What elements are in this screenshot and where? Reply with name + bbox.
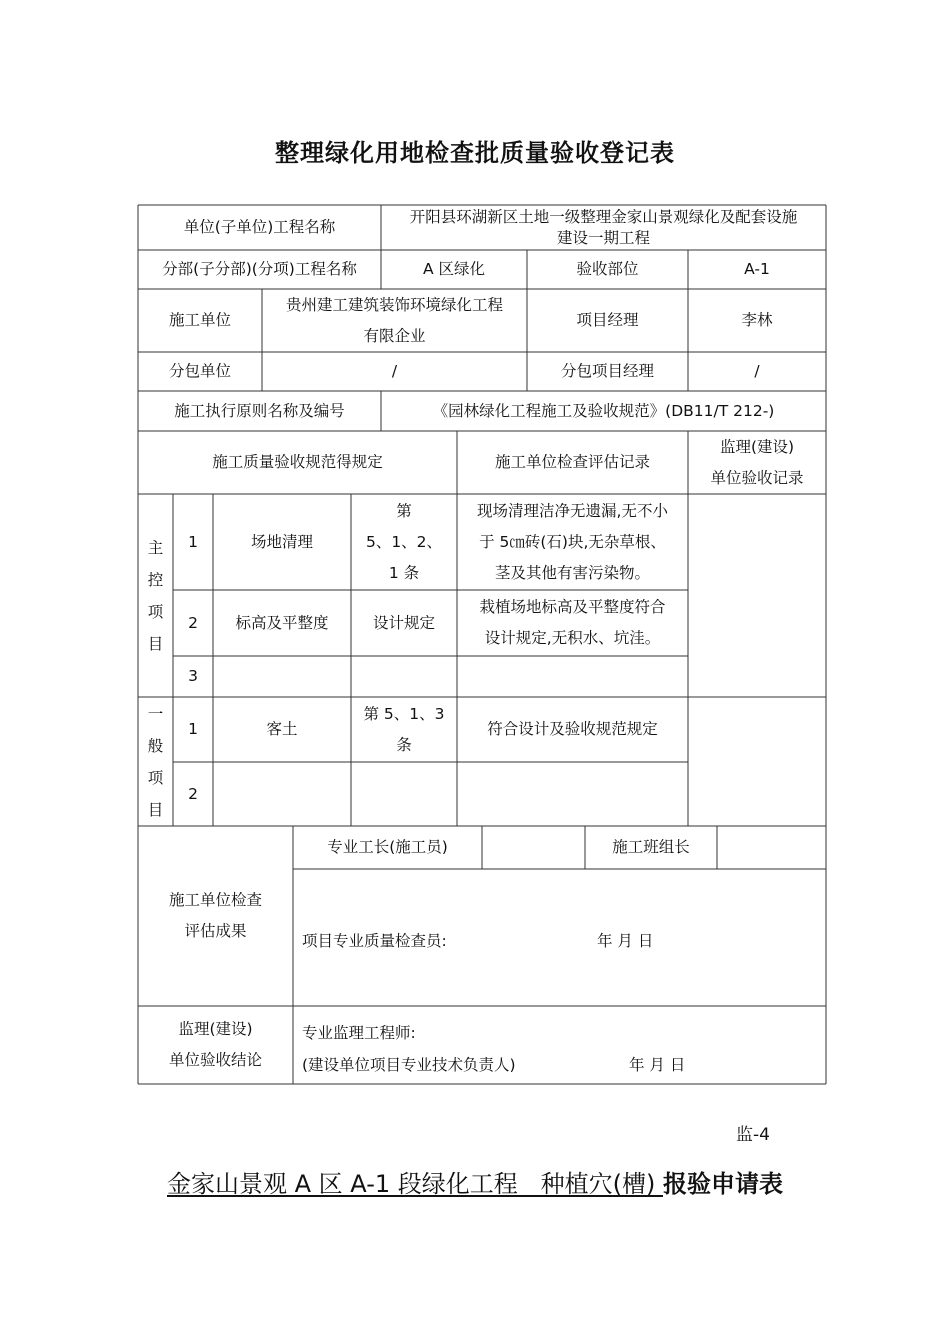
general-group-label: 一 般 项 目 (147, 704, 164, 819)
general-item-no: 1 (188, 720, 198, 738)
contractor-value: 贵州建工建筑装饰环境绿化工程 有限企业 (285, 295, 503, 345)
foreman-label: 专业工长(施工员) (327, 838, 448, 856)
supervisor-date: 年 月 日 (629, 1055, 686, 1074)
general-item-no: 2 (188, 784, 198, 803)
check-record-column-header: 施工单位检查评估记录 (494, 453, 650, 471)
project-manager-label: 项目经理 (576, 311, 639, 329)
standard-value: 《园林绿化工程施工及验收规范》(DB11/T 212-) (432, 401, 775, 420)
foreman-value[interactable] (482, 826, 585, 869)
supervisor-engineer-label: 专业监理工程师: (302, 1023, 416, 1042)
next-form-title-underlined: 金家山景观 A 区 A-1 段绿化工程 种植穴(槽) (167, 1170, 663, 1198)
main-item-name (213, 656, 351, 697)
general-item-name: 客土 (266, 720, 298, 738)
main-control-group-label: 主 控 项 目 (147, 538, 164, 653)
main-item-record: 栽植场地标高及平整度符合 设计规定,无积水、坑洼。 (479, 598, 666, 647)
standard-label: 施工执行原则名称及编号 (174, 401, 345, 420)
acceptance-part-label: 验收部位 (576, 260, 639, 278)
general-item-record (457, 762, 688, 826)
next-form-title-bold: 报验申请表 (663, 1170, 783, 1198)
main-item-no: 3 (188, 667, 198, 685)
main-item-record (457, 656, 688, 697)
general-item-record: 符合设计及验收规范规定 (487, 720, 658, 738)
contractor-label: 施工单位 (168, 311, 231, 329)
general-item-clause: 第 5、1、3 条 (363, 704, 445, 754)
subcontractor-label: 分包单位 (168, 362, 231, 380)
main-item-no: 1 (188, 532, 198, 551)
subproject-label: 分部(子分部)(分项)工程名称 (162, 260, 357, 278)
main-item-clause: 设计规定 (372, 613, 435, 632)
project-manager-value: 李林 (741, 311, 773, 329)
team-leader-value[interactable] (717, 826, 826, 869)
project-name-label: 单位(子单位)工程名称 (183, 218, 336, 236)
general-item-name (213, 762, 351, 826)
next-form-title (0, 1164, 950, 1199)
main-item-no: 2 (188, 613, 198, 632)
acceptance-part-value: A-1 (744, 260, 770, 278)
supervisor-conclusion-label: 监理(建设) 单位验收结论 (168, 1020, 262, 1069)
subproject-value: A 区绿化 (422, 260, 486, 278)
spec-column-header: 施工质量验收规范得规定 (212, 453, 383, 471)
main-item-clause: 第 5、1、2、 1 条 (365, 501, 443, 582)
quality-inspector-label: 项目专业质量检查员: (302, 931, 447, 950)
general-item-clause (351, 762, 457, 826)
main-item-record: 现场清理洁净无遗漏,无不小 于 5㎝砖(石)块,无杂草根、 茎及其他有害污染物。 (477, 501, 668, 582)
subcontractor-value: / (391, 362, 398, 380)
document-title: 整理绿化用地检查批质量验收登记表 (275, 139, 675, 167)
main-item-name: 标高及平整度 (235, 613, 329, 632)
contractor-evaluation-label: 施工单位检查 评估成果 (168, 891, 262, 940)
sub-project-manager-label: 分包项目经理 (560, 362, 654, 380)
team-leader-label: 施工班组长 (612, 838, 690, 856)
sub-project-manager-value: / (754, 362, 760, 380)
main-item-name: 场地清理 (250, 532, 313, 551)
owner-tech-lead-label: (建设单位项目专业技术负责人) (302, 1055, 516, 1074)
inspection-date: 年 月 日 (597, 931, 654, 950)
document-code: 监-4 (736, 1125, 770, 1145)
supervisor-record-column-header: 监理(建设) 单位验收记录 (710, 437, 804, 487)
main-item-clause (351, 656, 457, 697)
project-name-value: 开阳县环湖新区土地一级整理金家山景观绿化及配套设施 建设一期工程 (409, 207, 798, 247)
